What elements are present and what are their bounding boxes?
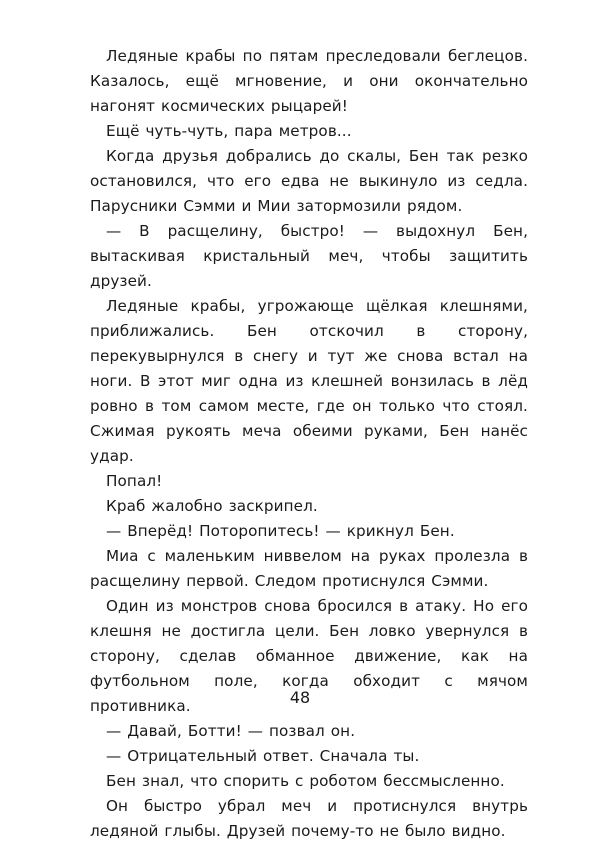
paragraph: Один из монстров снова бросился в атаку. Но его клешня не достигла цели. Бен ловко увернулся в сторону, сделав обманное движение, как на футбольном поле, когда обходит с мячом противника. <box>90 597 528 715</box>
paragraph: Попал! <box>106 472 163 490</box>
paragraph: Когда друзья добрались до скалы, Бен так резко остановился, что его едва не выкинуло из седла. Парусники Сэмми и Мии затормозили рядом. <box>90 147 528 215</box>
paragraph: — Давай, Ботти! — позвал он. <box>106 722 356 740</box>
paragraph: — Вперёд! Поторопитесь! — крикнул Бен. <box>106 522 455 540</box>
paragraph: Ледяные крабы по пятам преследовали беглецов. Казалось, ещё мгновение, и они окончательно нагонят космических рыцарей! <box>90 47 528 115</box>
paragraph: Ледяные крабы, угрожающе щёлкая клешнями, приближались. Бен отскочил в сторону, перекувырнулся в снегу и тут же снова встал на ноги. В этот миг одна из клешней вонзилась в лёд ровно в том самом месте, где он только что стоял. Сжимая рукоять меча обеими руками, Бен нанёс удар. <box>90 297 528 465</box>
paragraph: Бен знал, что спорить с роботом бессмысленно. <box>106 772 505 790</box>
paragraph: Миа с маленьким ниввелом на руках пролезла в расщелину первой. Следом протиснулся Сэмми. <box>90 547 528 590</box>
page-number: 48 <box>289 688 311 707</box>
paragraph: — Отрицательный ответ. Сначала ты. <box>106 747 420 765</box>
body-text <box>90 44 528 844</box>
paragraph: Краб жалобно заскрипел. <box>106 497 318 515</box>
paragraph: Ещё чуть-чуть, пара метров... <box>106 122 352 140</box>
paragraph: Он быстро убрал меч и протиснулся внутрь ледяной глыбы. Друзей почему-то не было видно. <box>90 797 528 840</box>
paragraph: — В расщелину, быстро! — выдохнул Бен, вытаскивая кристальный меч, чтобы защитить друзей. <box>90 222 528 290</box>
